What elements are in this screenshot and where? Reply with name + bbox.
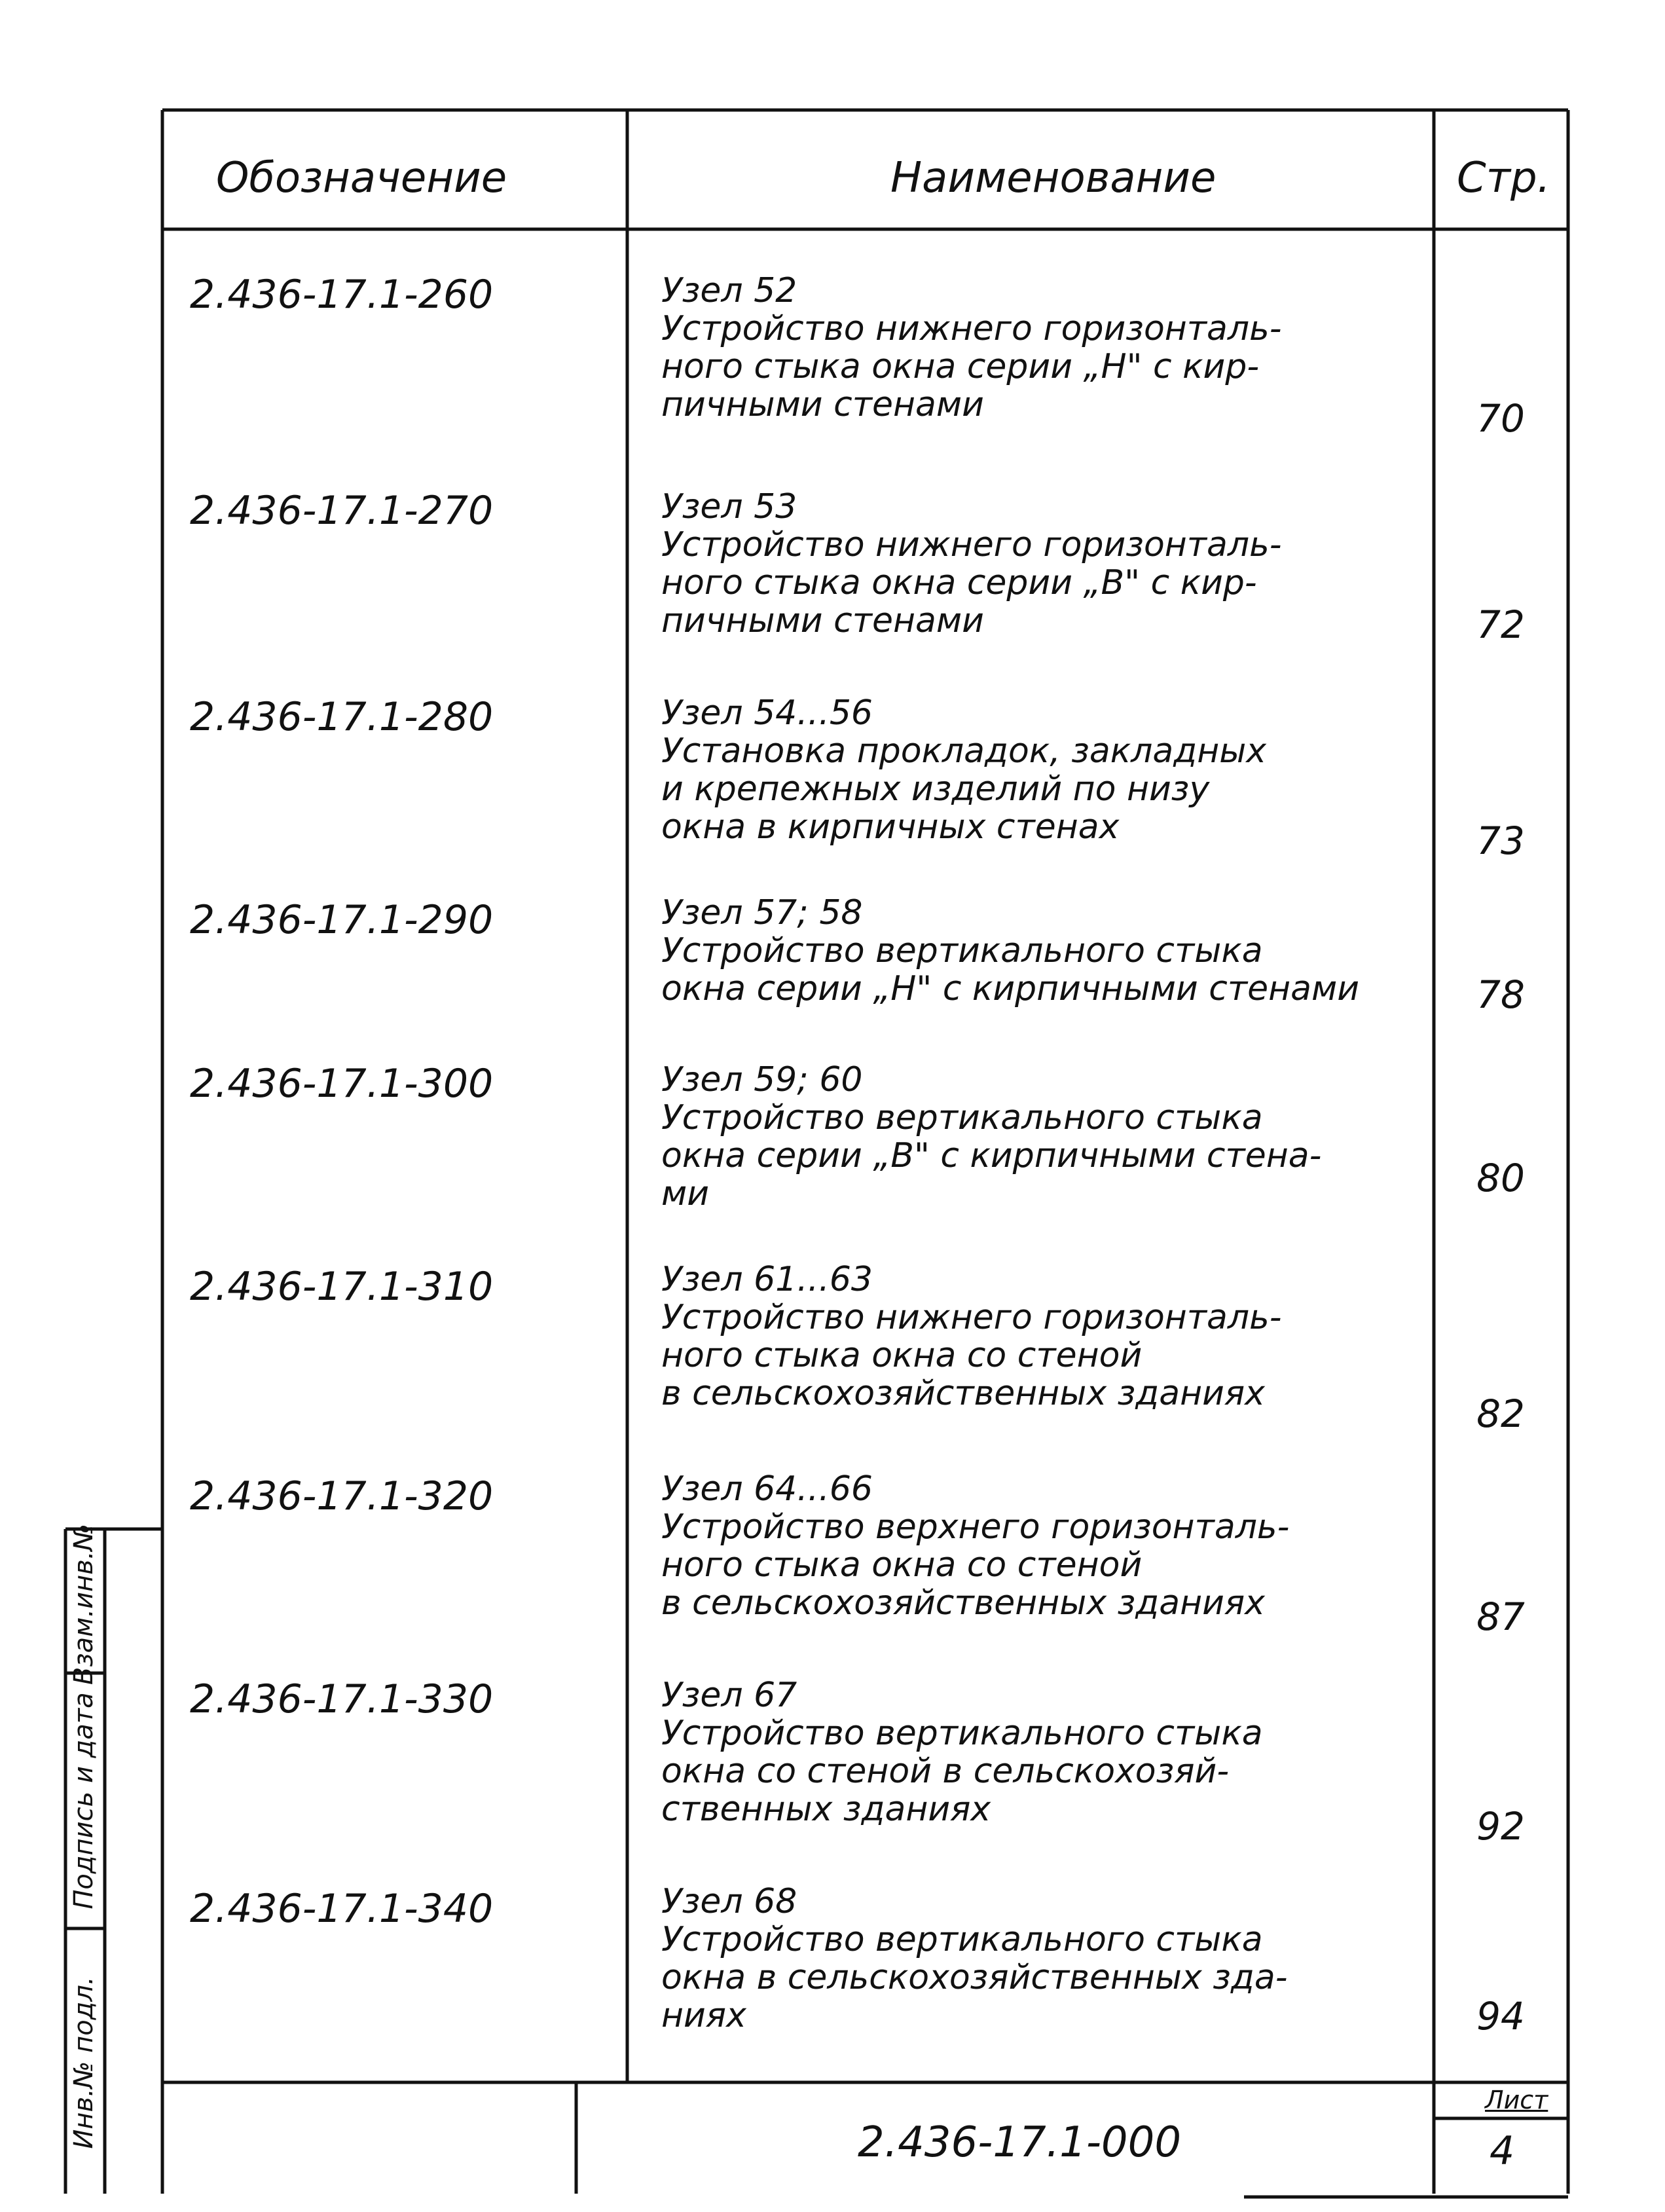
row-page: 94 — [1476, 1994, 1525, 2038]
row-page: 87 — [1476, 1594, 1525, 1639]
sheet-label: Лист — [1485, 2086, 1548, 2114]
row-page: 73 — [1476, 819, 1525, 863]
row-code: 2.436-17.1-260 — [190, 272, 494, 318]
row-code: 2.436-17.1-330 — [190, 1676, 494, 1722]
row-page: 80 — [1476, 1156, 1525, 1200]
row-page: 70 — [1476, 396, 1525, 441]
row-name: Узел 68 Устройство вертикального стыка окна в сельскохозяйственных зда- ниях — [661, 1882, 1288, 2035]
row-code: 2.436-17.1-310 — [190, 1264, 494, 1310]
row-code: 2.436-17.1-340 — [190, 1886, 494, 1932]
stamp-label-replacement-inv: Взам.инв.№ — [69, 1523, 99, 1686]
row-name: Узел 59; 60 Устройство вертикального стыка окна серии „В" с кирпичными стена- ми — [661, 1060, 1322, 1213]
header-name: Наименование — [890, 154, 1217, 202]
row-page: 72 — [1476, 602, 1525, 647]
row-name: Узел 57; 58 Устройство вертикального стыка окна серии „Н" с кирпичными стенами — [661, 893, 1360, 1008]
row-name: Узел 61...63 Устройство нижнего горизонталь- ного стыка окна со стеной в сельскохозяйственных зданиях — [661, 1260, 1282, 1413]
row-page: 82 — [1476, 1392, 1525, 1436]
row-name: Узел 53 Устройство нижнего горизонталь- ного стыка окна серии „В" с кир- пичными стенами — [661, 487, 1282, 640]
row-name: Узел 64...66 Устройство верхнего горизонталь- ного стыка окна со стеной в сельскохозяйственных зданиях — [661, 1469, 1290, 1623]
row-name: Узел 52 Устройство нижнего горизонталь- ного стыка окна серии „Н" с кир- пичными стенами — [661, 271, 1282, 424]
row-code: 2.436-17.1-290 — [190, 897, 494, 943]
stamp-label-signature-date: Подпись и дата — [69, 1692, 99, 1909]
sheet-number: 4 — [1490, 2128, 1515, 2174]
row-code: 2.436-17.1-280 — [190, 694, 494, 740]
header-designation: Обозначение — [216, 154, 507, 202]
header-page: Стр. — [1457, 154, 1550, 202]
row-code: 2.436-17.1-320 — [190, 1473, 494, 1519]
row-name: Узел 67 Устройство вертикального стыка окна со стеной в сельскохозяй- ственных зданиях — [661, 1676, 1263, 1829]
stamp-label-original-inv: Инв.№ подл. — [69, 1976, 99, 2149]
row-code: 2.436-17.1-270 — [190, 488, 494, 534]
row-name: Узел 54...56 Установка прокладок, закладных и крепежных изделий по низу окна в кирпичных стенах — [661, 693, 1267, 847]
row-page: 78 — [1476, 972, 1525, 1017]
row-page: 92 — [1476, 1804, 1525, 1849]
row-code: 2.436-17.1-300 — [190, 1061, 494, 1107]
document-code: 2.436-17.1-000 — [858, 2118, 1182, 2167]
